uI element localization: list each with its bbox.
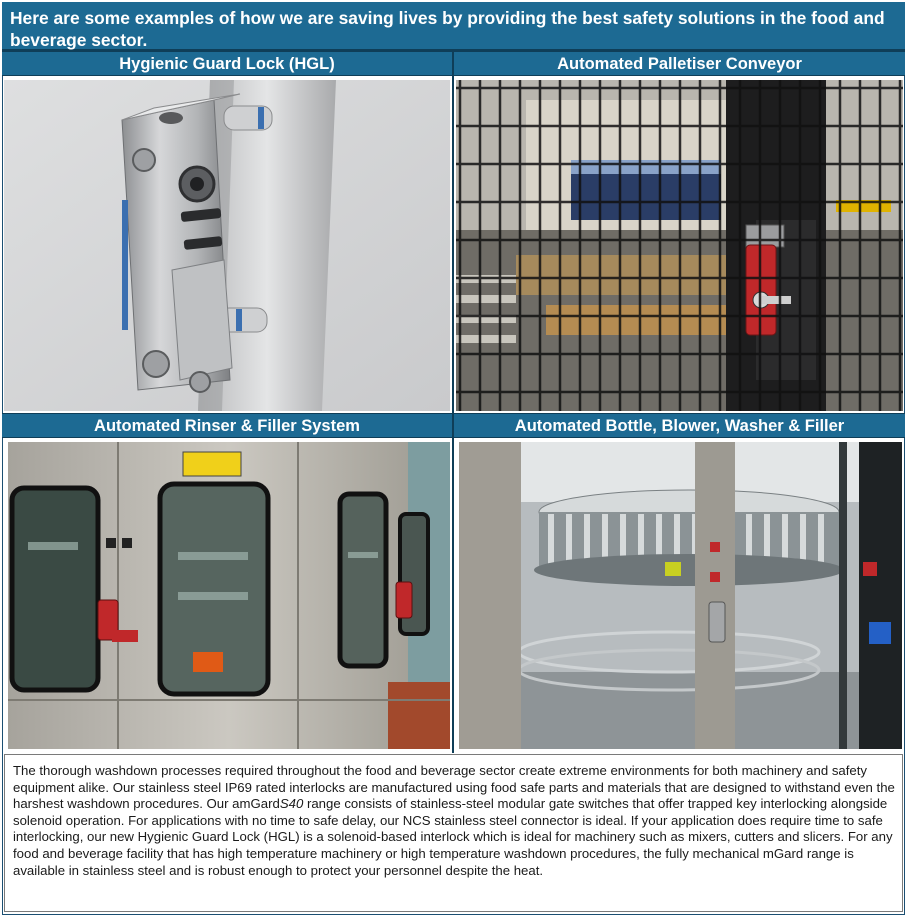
palletiser-conveyor-image	[456, 80, 903, 411]
bottle-blower-filler-image	[459, 442, 902, 749]
caption-rinser-filler: Automated Rinser & Filler System	[2, 413, 452, 438]
description-paragraph	[13, 763, 896, 879]
hgl-product-image	[4, 80, 450, 411]
description-model-italic: S40	[279, 796, 304, 812]
caption-palletiser: Automated Palletiser Conveyor	[454, 51, 905, 76]
rinser-filler-image	[8, 442, 450, 749]
intro-banner: Here are some examples of how we are saving lives by providing the best safety solutions in the food and beverage sector.	[2, 2, 905, 51]
description-part-2: range consists of stainless-steel modular gate switches that offer trapped key interlocking alongside solenoid operation. For applications with no time to safe delay, our NCS stainless steel connector is ideal. If your application does require time to safe interlocking, our new Hygienic Guard Lock (HGL) is a solenoid-based interlock which is ideal for machinery such as mixers, cutters and slicers. For any food and beverage facility that has high temperature machinery or high temperature washdown procedures, the fully mechanical mGard range is available in stainless steel and is robust enough to protect your personnel despite the heat.	[13, 796, 893, 878]
description-text	[4, 754, 903, 912]
column-divider	[452, 51, 454, 753]
description-part-1: The thorough washdown processes required throughout the food and beverage sector create extreme environments for both machinery and safety equipment alike. Our stainless steel IP69 rated interlocks are manufactured using food safe parts and materials that are designed to withstand even the harshest washdown procedures. Our amGard	[13, 763, 895, 812]
caption-hgl: Hygienic Guard Lock (HGL)	[2, 51, 452, 76]
caption-bottle-blower: Automated Bottle, Blower, Washer & Filler	[454, 413, 905, 438]
